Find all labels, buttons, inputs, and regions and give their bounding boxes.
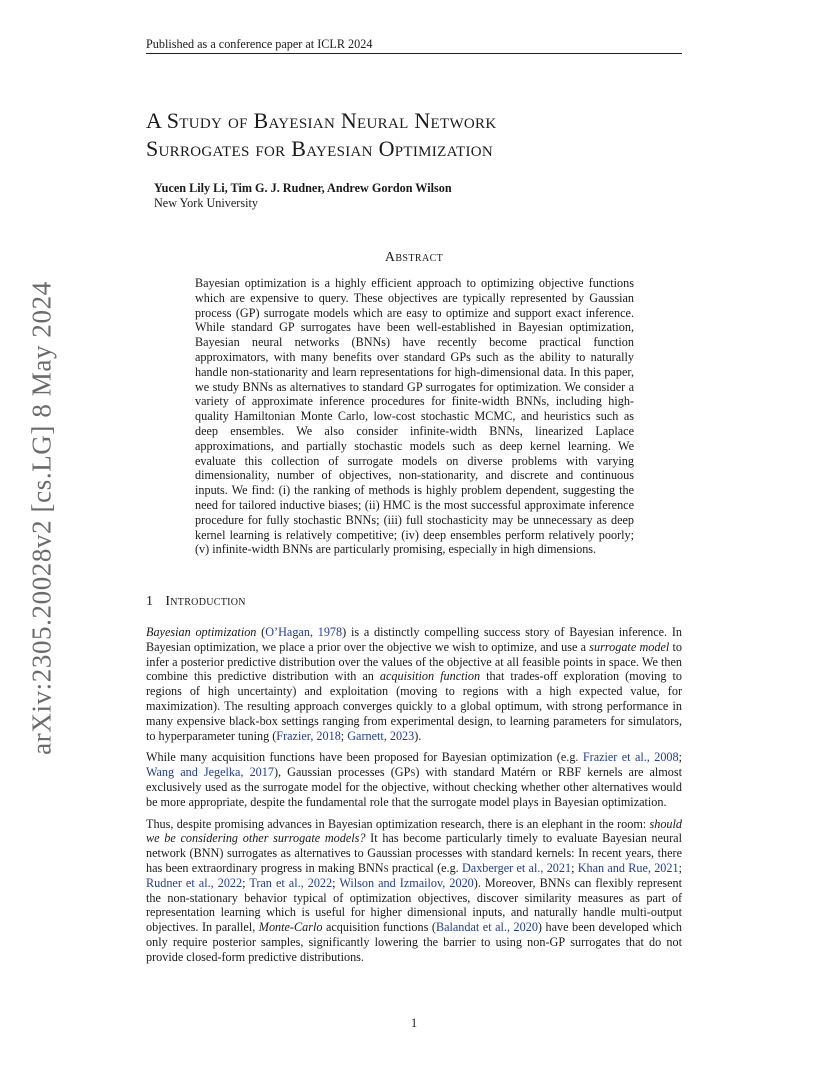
- text-run: can flexibly represent the non-stationary behavior typical of optimization objectives, discover similarity measures as part of representation learning which is useful for higher dimensional inputs, and naturally handle multi-output objectives. In parallel,: [146, 875, 682, 935]
- citation-link[interactable]: Rudner et al., 2022: [146, 875, 243, 890]
- citation-link[interactable]: Tran et al., 2022: [249, 875, 333, 890]
- acronym: BNNs: [357, 860, 389, 875]
- abstract-text: Bayesian optimization is a highly efficient approach to optimizing objective functions which are expensive to query. These objectives are typically represented by Gaussian process (GP) surrogate models which are easy to optimize and support exact inference. While standard GP surrogates have been well-established in Bayesian optimization, Bayesian neural networks (BNNs) have recently become practical function approximators, with many benefits over standard GPs such as the ability to naturally handle non-stationarity and learn representations for high-dimensional data. In this paper, we study BNNs as alternatives to standard GP surrogates for optimization. We consider a variety of approximate inference procedures for finite-width BNNs, including high-quality Hamiltonian Monte Carlo, low-cost stochastic MCMC, and heuristics such as deep ensembles. We also consider infinite-width BNNs, linearized Laplace approximations, and partially stochastic models such as deep kernel learning. We evaluate this collection of surrogate models on diverse problems with varying dimensionality, number of objectives, non-stationarity, and discrete and continuous inputs. We find: (i) the ranking of methods is highly problem dependent, suggesting the need for tailored inductive biases; (ii) HMC is the most successful approximate inference procedure for fully stochastic BNNs; (iii) full stochasticity may be unnecessary as deep kernel learning is relatively competitive; (iv) deep ensembles perform relatively poorly; (v) infinite-width BNNs are particularly promising, especially in high dimensions.: [195, 276, 634, 557]
- text-run: ) with standard Matérn or RBF kernels are almost exclusively used as the surrogate model for the objective, without checking whether other alternatives would be more appropriate, despite the fundamental role that the surrogate model plays in Bayesian optimization.: [146, 765, 683, 809]
- text-run: ;: [332, 875, 340, 890]
- section-heading: [146, 594, 246, 610]
- affiliation: New York University: [154, 196, 258, 210]
- citation-link[interactable]: Frazier et al., 2008: [582, 750, 679, 765]
- text-run: acquisition functions (: [322, 920, 436, 935]
- section-title: Introduction: [165, 594, 246, 609]
- citation-link[interactable]: Khan and Rue, 2021: [577, 860, 679, 875]
- text-run: to infer a posterior predictive distribution over the values of the objective at all feasible points in space. We then combine this predictive distribution with an: [146, 639, 682, 684]
- text-run: ) is a distinctly compelling success story of Bayesian inference. In Bayesian optimization, we place a prior over the objective we wish to optimize, and use a: [146, 625, 682, 654]
- citation-link[interactable]: Frazier, 2018: [276, 728, 341, 743]
- text-run: ;: [571, 860, 578, 875]
- text-run: ;: [340, 728, 348, 743]
- paragraph-2: [146, 750, 682, 809]
- emph-text: acquisition function: [379, 669, 481, 684]
- running-header: Published as a conference paper at ICLR 2024: [146, 37, 373, 51]
- paragraph-3: [146, 817, 682, 965]
- citation-link[interactable]: Daxberger et al., 2021: [462, 860, 572, 875]
- page-number: 1: [410, 1016, 418, 1030]
- text-run: ) have been developed which only require posterior samples, significantly lowering the barrier to using non-: [146, 920, 682, 949]
- citation-link[interactable]: Wang and Jegelka, 2017: [146, 765, 274, 780]
- authors: Yucen Lily Li, Tim G. J. Rudner, Andrew Gordon Wilson: [154, 181, 452, 195]
- text-run: ). Moreover,: [473, 875, 540, 890]
- header-rule: [146, 53, 682, 54]
- emph-text: surrogate model: [589, 639, 670, 654]
- paragraph-1: [146, 625, 682, 743]
- text-run: ;: [678, 860, 682, 875]
- text-run: ), Gaussian processes (: [273, 765, 395, 780]
- text-run: Thus, despite promising advances in Bayesian optimization research, there is an elephant in the room:: [146, 816, 650, 831]
- text-run: (: [256, 625, 266, 639]
- citation-link[interactable]: Wilson and Izmailov, 2020: [339, 875, 474, 890]
- acronym: GP: [549, 934, 566, 949]
- text-run: practical (e.g.: [388, 860, 462, 875]
- acronym: GPs: [394, 765, 416, 780]
- section-number: 1: [146, 594, 154, 609]
- emph-text: should we be considering other surrogate models?: [146, 816, 682, 846]
- arxiv-stamp: arXiv:2305.20028v2 [cs.LG] 8 May 2024: [26, 281, 57, 755]
- text-run: ;: [242, 875, 250, 890]
- citation-link[interactable]: O’Hagan, 1978: [265, 625, 343, 639]
- acronym: BNNs: [539, 875, 571, 890]
- paper-title: [146, 107, 706, 163]
- text-run: that trades-off exploration (moving to regions of high uncertainty) and exploitation (moving to regions with a high expected value, for maximization). The resulting approach converges quickly to a global optimum, with strong performance in many expensive black-box settings ranging from experimental design, to learning parameters for simulators, to hyperparameter tuning (: [146, 669, 682, 743]
- title-line-1: A Study of Bayesian Neural Network: [146, 108, 497, 133]
- text-run: surrogates that do not provide closed-form predictive distributions.: [146, 934, 682, 964]
- citation-link[interactable]: Garnett, 2023: [347, 728, 415, 743]
- acronym: BNN: [193, 846, 220, 861]
- text-run: ).: [414, 728, 422, 743]
- emph-text: Bayesian optimization: [146, 625, 257, 639]
- text-run: ;: [678, 750, 682, 765]
- body-text: [146, 625, 682, 972]
- text-run: While many acquisition functions have been proposed for Bayesian optimization (e.g.: [146, 750, 583, 765]
- text-run: It has become particularly timely to evaluate Bayesian neural network (: [146, 831, 682, 861]
- title-line-2: Surrogates for Bayesian Optimization: [146, 136, 494, 161]
- text-run: ) surrogates as alternatives to Gaussian processes with standard kernels: In recent years, there has been extraordinary progress in making: [146, 846, 682, 875]
- citation-link[interactable]: Balandat et al., 2020: [435, 920, 538, 935]
- abstract-heading: Abstract: [384, 250, 444, 265]
- emph-text: Monte-Carlo: [258, 920, 323, 935]
